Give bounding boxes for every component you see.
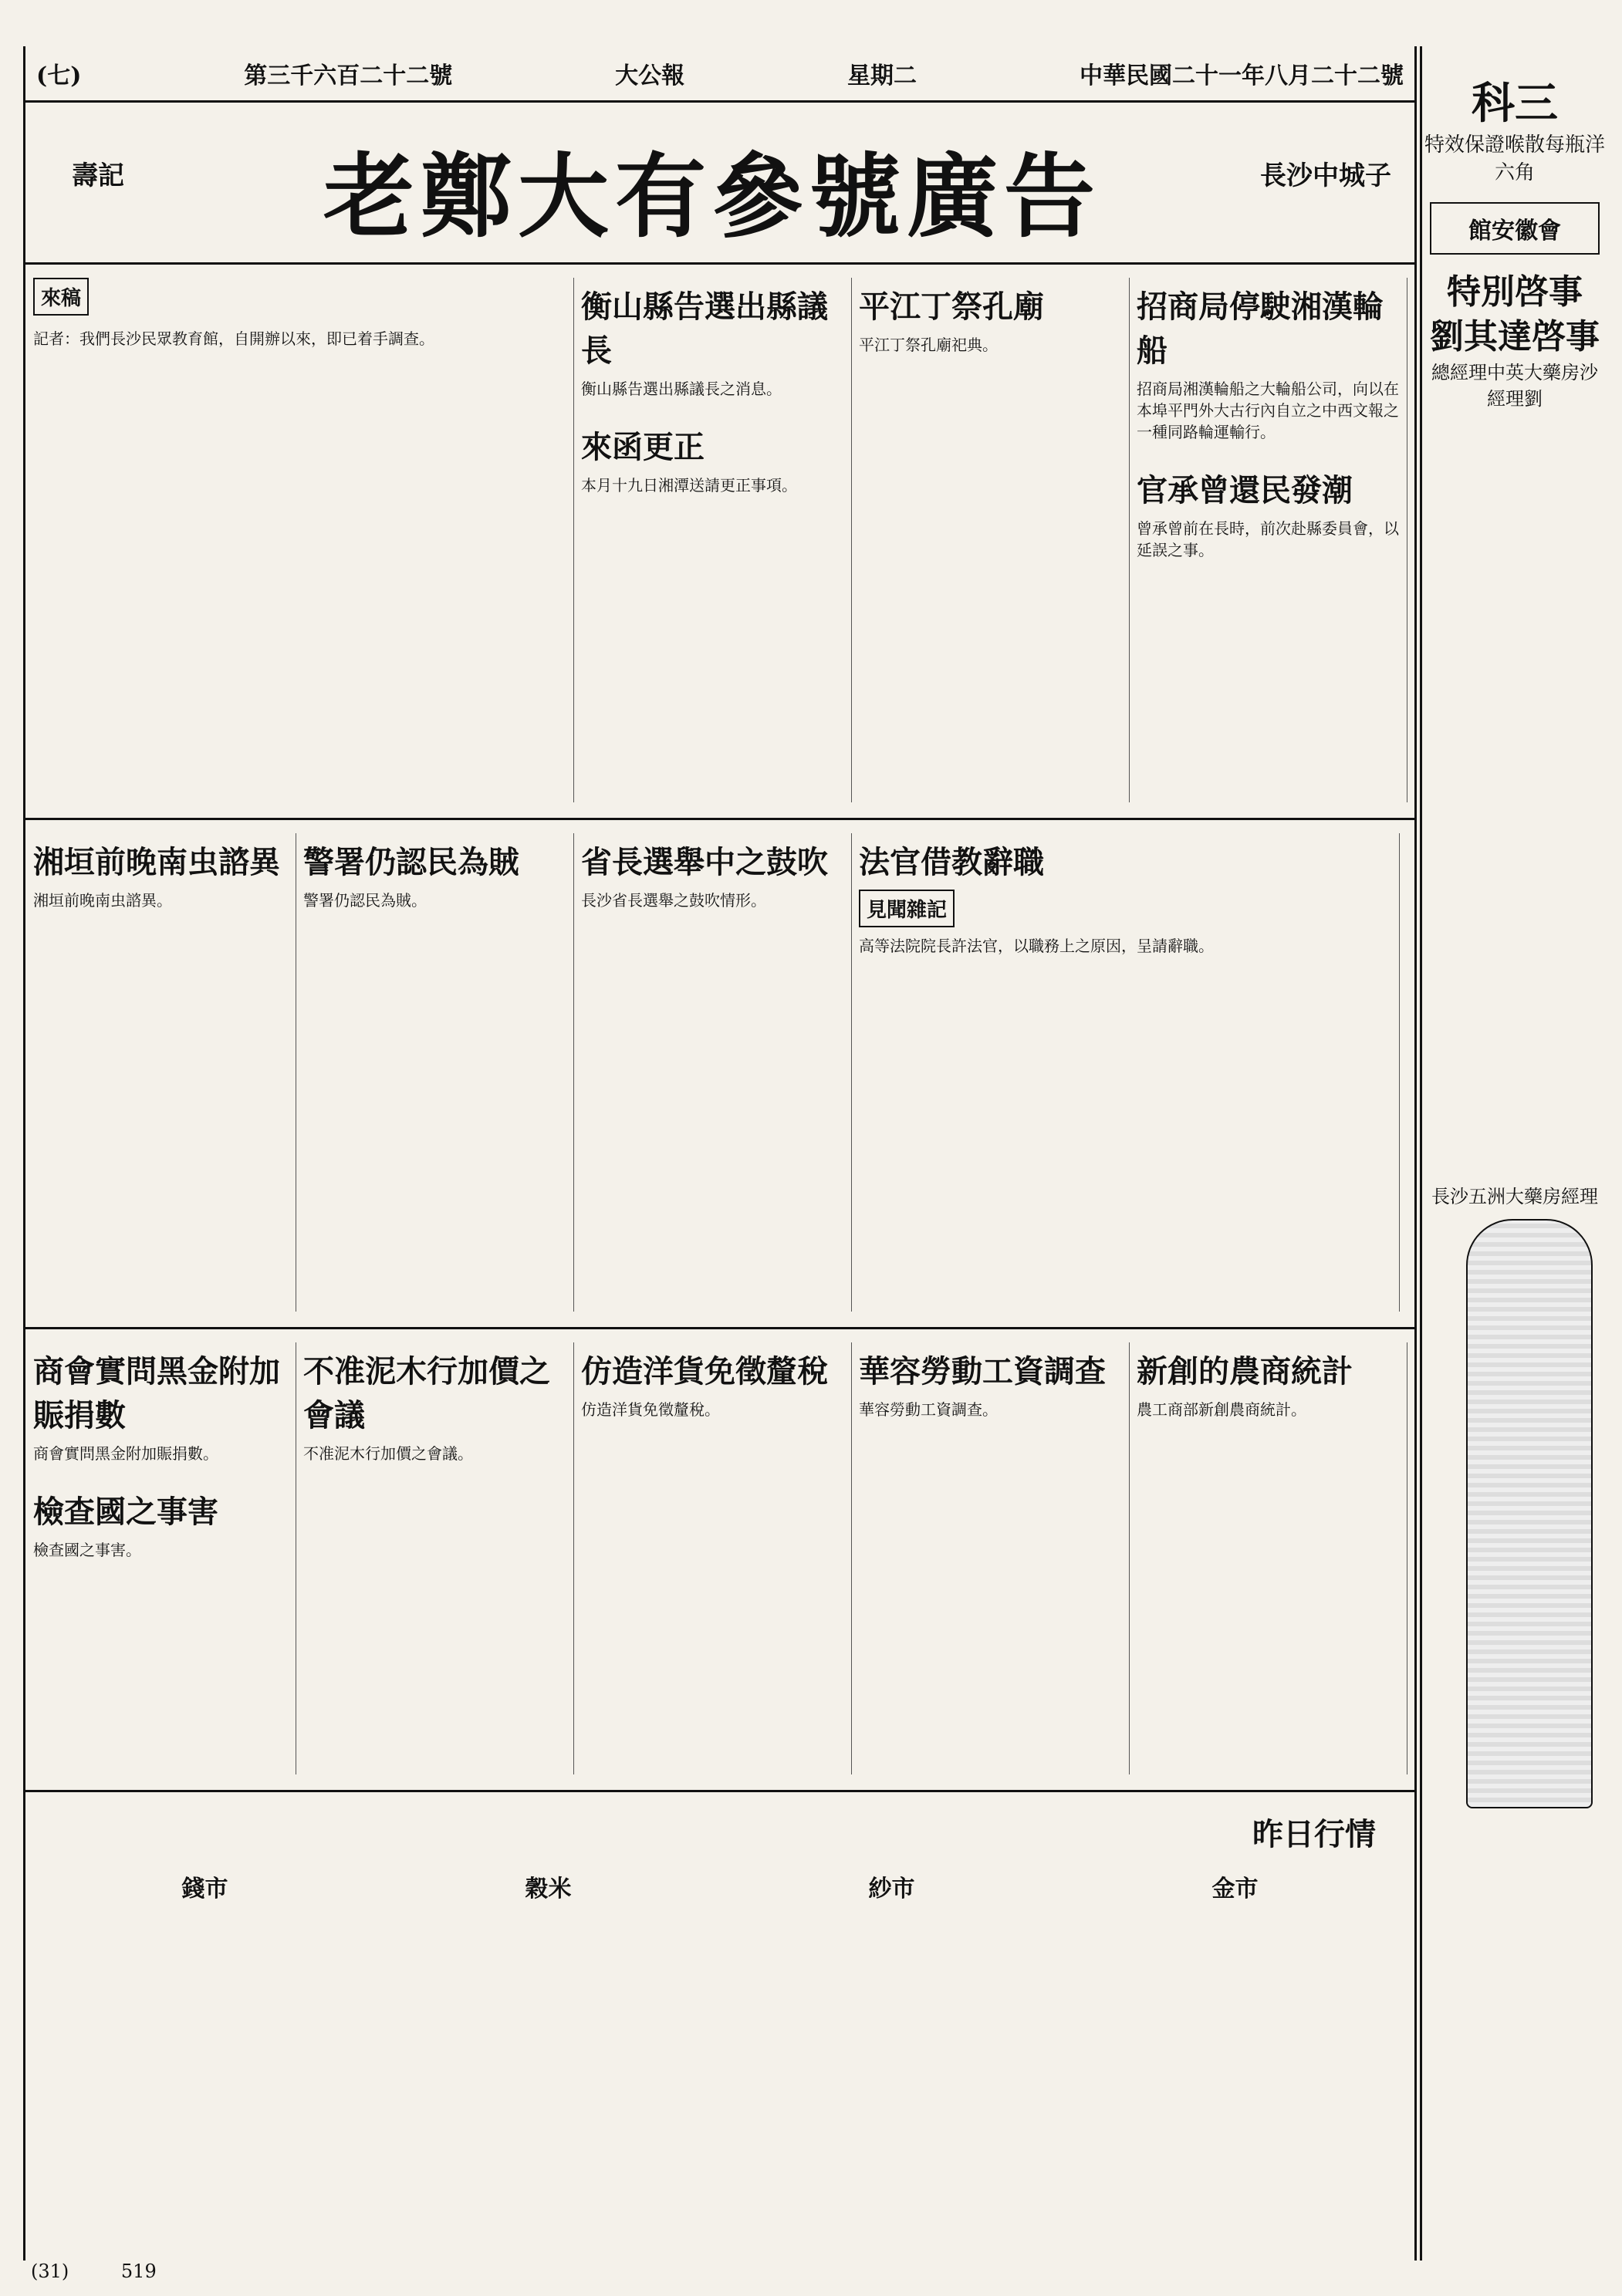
section-divider	[25, 1327, 1414, 1329]
market-row: 錢市	[181, 1876, 228, 1903]
article-body: 高等法院院長許法官，以職務上之原因，呈請辭職。	[859, 937, 1214, 955]
article-column	[581, 833, 852, 1312]
section-divider	[25, 1790, 1414, 1792]
ad-sub: 特效保證喉散每瓶洋六角	[1424, 133, 1605, 184]
footer-left: (31)	[31, 2261, 69, 2282]
article-column	[859, 833, 1400, 1312]
masthead	[25, 46, 1414, 103]
article-column	[303, 833, 574, 1312]
section-divider	[25, 818, 1414, 820]
newspaper-page	[23, 46, 1417, 2261]
ad-head: 科三	[1472, 78, 1558, 129]
ad-line: 經理劉	[1487, 388, 1543, 410]
ad-name: 劉其達啓事	[1430, 317, 1600, 356]
article-column	[1137, 1342, 1407, 1774]
ad-bottom: 長沙五洲大藥房經理	[1431, 1186, 1598, 1207]
article-body: 不准泥木行加價之會議。	[303, 1444, 473, 1463]
article-body: 檢查國之事害。	[33, 1541, 141, 1559]
article-body: 華容勞動工資調查。	[859, 1400, 998, 1419]
banner-title: 老鄭大有參號廣告	[323, 143, 1101, 250]
article-body: 本月十九日湘潭送請更正事項。	[581, 476, 797, 495]
article-heading: 商會實問黑金附加賑捐數	[33, 1353, 280, 1433]
article-column	[303, 1342, 574, 1774]
article-heading: 華容勞動工資調查	[859, 1353, 1106, 1389]
page-number: (七)	[36, 62, 82, 89]
article-heading: 來函更正	[581, 429, 705, 465]
market-heading: 昨日行情	[1252, 1816, 1376, 1852]
paper-name: 大公報	[615, 62, 685, 89]
article-column	[33, 1342, 296, 1774]
article-heading: 湘垣前晚南虫諮異	[33, 844, 280, 880]
weekday: 星期二	[847, 62, 917, 89]
article-column	[33, 833, 296, 1312]
article-body: 仿造洋貨免徵釐稅。	[581, 1400, 720, 1419]
ad-banner	[25, 100, 1414, 265]
article-body: 衡山縣告選出縣議長之消息。	[581, 380, 782, 398]
article-heading: 仿造洋貨免徵釐稅	[581, 1353, 828, 1389]
article-heading: 不准泥木行加價之會議	[303, 1353, 550, 1433]
article-heading: 招商局停駛湘漢輪船	[1137, 289, 1384, 369]
article-heading: 平江丁祭孔廟	[859, 289, 1044, 325]
section-stamp: 來稿	[33, 278, 89, 316]
market-section	[33, 1805, 1407, 2253]
market-row: 紗市	[868, 1876, 915, 1903]
banner-right-note: 長沙中城子	[1260, 160, 1391, 191]
market-rows	[33, 1869, 1407, 1903]
article-body: 商會實問黑金附加賑捐數。	[33, 1444, 218, 1463]
banner-left-note: 壽記	[72, 160, 124, 191]
article-column	[581, 1342, 852, 1774]
article-body: 湘垣前晚南虫諮異。	[33, 891, 172, 910]
article-column	[581, 278, 852, 802]
article-body: 平江丁祭孔廟祀典。	[859, 336, 998, 354]
right-ad-column	[1420, 46, 1607, 2261]
ad-box: 館安徽會	[1430, 202, 1600, 255]
article-heading: 檢查國之事害	[33, 1494, 218, 1530]
article-heading: 新創的農商統計	[1137, 1353, 1353, 1389]
article-heading: 省長選舉中之鼓吹	[581, 844, 828, 880]
article-column	[33, 278, 574, 802]
article-column	[859, 1342, 1130, 1774]
date: 中華民國二十一年八月二十二號	[1079, 62, 1404, 89]
article-column	[1137, 278, 1407, 802]
article-body: 記者：我們長沙民眾教育館，自開辦以來，即已着手調查。	[33, 329, 434, 348]
section-stamp: 見聞雜記	[859, 890, 955, 927]
issue-number: 第三千六百二十二號	[244, 62, 453, 89]
article-body: 警署仍認民為賊。	[303, 891, 427, 910]
market-row: 金市	[1211, 1876, 1259, 1903]
article-heading: 法官借教辭職	[859, 844, 1044, 880]
article-body: 曾承曾前在長時，前次赴縣委員會，以延誤之事。	[1137, 519, 1399, 559]
article-body: 長沙省長選舉之鼓吹情形。	[581, 891, 766, 910]
illustration-woman	[1466, 1219, 1593, 1808]
market-row: 穀米	[525, 1876, 572, 1903]
article-heading: 警署仍認民為賊	[303, 844, 519, 880]
article-body: 農工商部新創農商統計。	[1137, 1400, 1306, 1419]
article-body: 招商局湘漢輪船之大輪船公司，向以在本埠平門外大古行內自立之中西文報之一種同路輪運輸行。	[1137, 380, 1399, 441]
ad-title: 特別啓事	[1447, 272, 1583, 312]
article-heading: 官承曾還民發潮	[1137, 472, 1353, 508]
footer-right: 519	[120, 2261, 157, 2282]
page-footer	[31, 2261, 157, 2282]
article-column	[859, 278, 1130, 802]
article-heading: 衡山縣告選出縣議長	[581, 289, 828, 369]
ad-line: 總經理中英大藥房沙	[1431, 362, 1598, 383]
